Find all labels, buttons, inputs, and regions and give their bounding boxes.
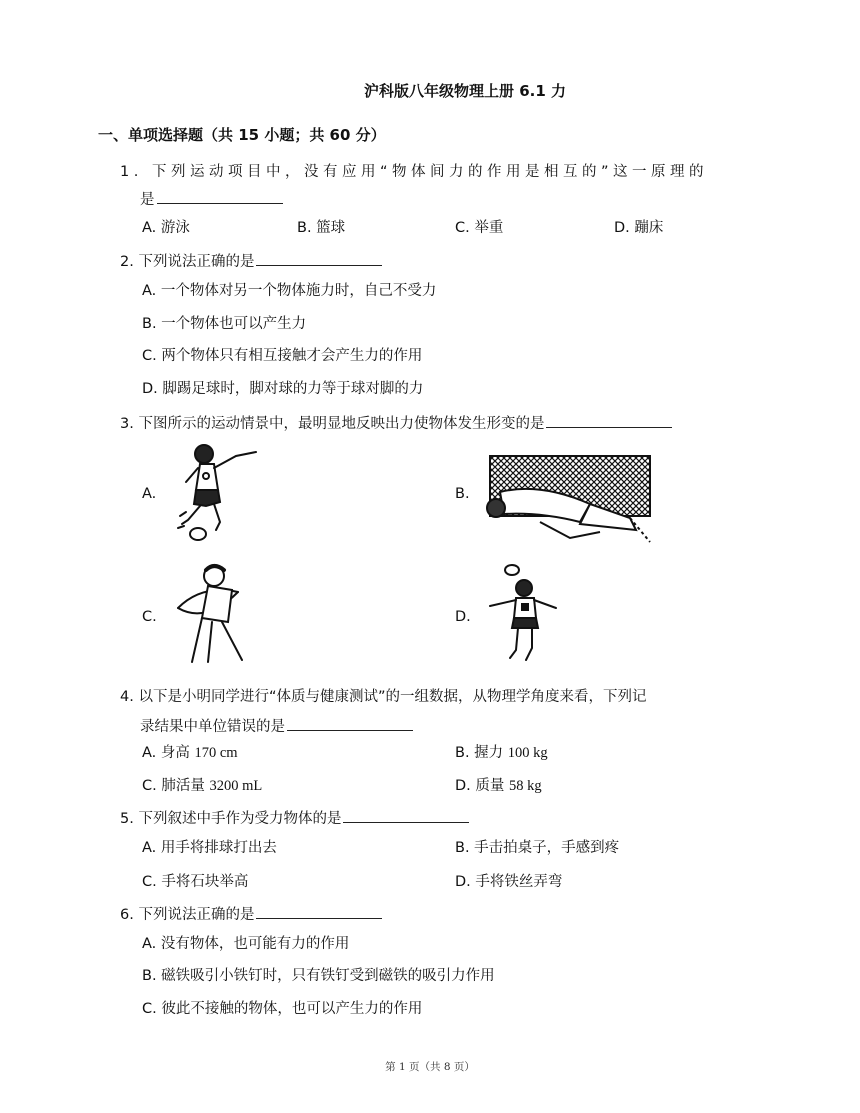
question-4-stem-tail: 录结果中单位错误的是 <box>140 719 285 735</box>
answer-blank <box>287 716 413 731</box>
q5-option-d: D. 手将铁丝弄弯 <box>455 874 563 890</box>
q5-option-b: B. 手击拍桌子，手感到疼 <box>455 840 620 856</box>
q4-option-b-value: 100 kg <box>507 745 548 761</box>
q5-option-a: A. 用手将排球打出去 <box>142 840 277 856</box>
kicking-player-illustration <box>176 442 268 542</box>
q3-label-a: A. <box>142 486 157 502</box>
q6-option-a: A. 没有物体，也可能有力的作用 <box>142 936 350 952</box>
q1-option-c: C. 举重 <box>455 220 504 236</box>
q4-option-d <box>455 774 542 795</box>
question-3-stem <box>120 412 672 433</box>
question-6-text: 6. 下列说法正确的是 <box>120 907 255 923</box>
q3-label-b: B. <box>455 486 470 502</box>
answer-blank <box>157 189 283 204</box>
question-1-stem-cont <box>140 188 283 209</box>
q1-option-a: A. 游泳 <box>142 220 190 236</box>
section-heading: 一、单项选择题（共 15 小题；共 60 分） <box>98 126 386 144</box>
question-4-stem: 4. 以下是小明同学进行“体质与健康测试”的一组数据，从物理学角度来看，下列记 <box>120 689 647 705</box>
question-6-stem <box>120 903 382 924</box>
archer-illustration <box>172 562 252 666</box>
question-5-stem <box>120 807 469 828</box>
q2-option-b: B. 一个物体也可以产生力 <box>142 316 307 332</box>
q3-label-c: C. <box>142 609 157 625</box>
q4-option-d-label: D. 质量 <box>455 778 505 794</box>
q4-option-c <box>142 774 262 795</box>
q1-option-d: D. 蹦床 <box>614 220 664 236</box>
page-title: 沪科版八年级物理上册 6.1 力 <box>363 82 567 100</box>
q4-option-c-value: 3200 mL <box>209 778 263 794</box>
q4-option-a-label: A. 身高 <box>142 745 190 761</box>
q2-option-d: D. 脚踢足球时，脚对球的力等于球对脚的力 <box>142 381 424 397</box>
q4-option-b <box>455 741 548 762</box>
page-footer: 第 1 页（共 8 页） <box>385 1061 475 1073</box>
q3-label-d: D. <box>455 609 471 625</box>
question-1-stem-tail: 是 <box>140 192 155 208</box>
question-2-stem <box>120 250 382 271</box>
question-3-text: 3. 下图所示的运动情景中，最明显地反映出力使物体发生形变的是 <box>120 416 545 432</box>
heading-ball-illustration <box>482 562 562 666</box>
q1-option-b: B. 篮球 <box>297 220 346 236</box>
q4-option-b-label: B. 握力 <box>455 745 504 761</box>
answer-blank <box>343 808 469 823</box>
q4-option-d-value: 58 kg <box>509 778 542 794</box>
q6-option-b: B. 磁铁吸引小铁钉时，只有铁钉受到磁铁的吸引力作用 <box>142 968 495 984</box>
q5-option-c: C. 手将石块举高 <box>142 874 249 890</box>
q4-option-a <box>142 741 238 762</box>
question-4-stem-cont <box>140 715 413 736</box>
goalkeeper-net-illustration <box>480 452 656 550</box>
answer-blank <box>256 904 382 919</box>
question-2-text: 2. 下列说法正确的是 <box>120 254 255 270</box>
q2-option-c: C. 两个物体只有相互接触才会产生力的作用 <box>142 348 423 364</box>
q4-option-a-value: 170 cm <box>194 745 238 761</box>
answer-blank <box>256 251 382 266</box>
q4-option-c-label: C. 肺活量 <box>142 778 205 794</box>
answer-blank <box>546 413 672 428</box>
q6-option-c: C. 彼此不接触的物体，也可以产生力的作用 <box>142 1001 423 1017</box>
q2-option-a: A. 一个物体对另一个物体施力时，自己不受力 <box>142 283 437 299</box>
question-5-text: 5. 下列叙述中手作为受力物体的是 <box>120 811 342 827</box>
question-1-stem: 1. 下列运动项目中，没有应用“物体间力的作用是相互的”这一原理的 <box>120 164 708 180</box>
